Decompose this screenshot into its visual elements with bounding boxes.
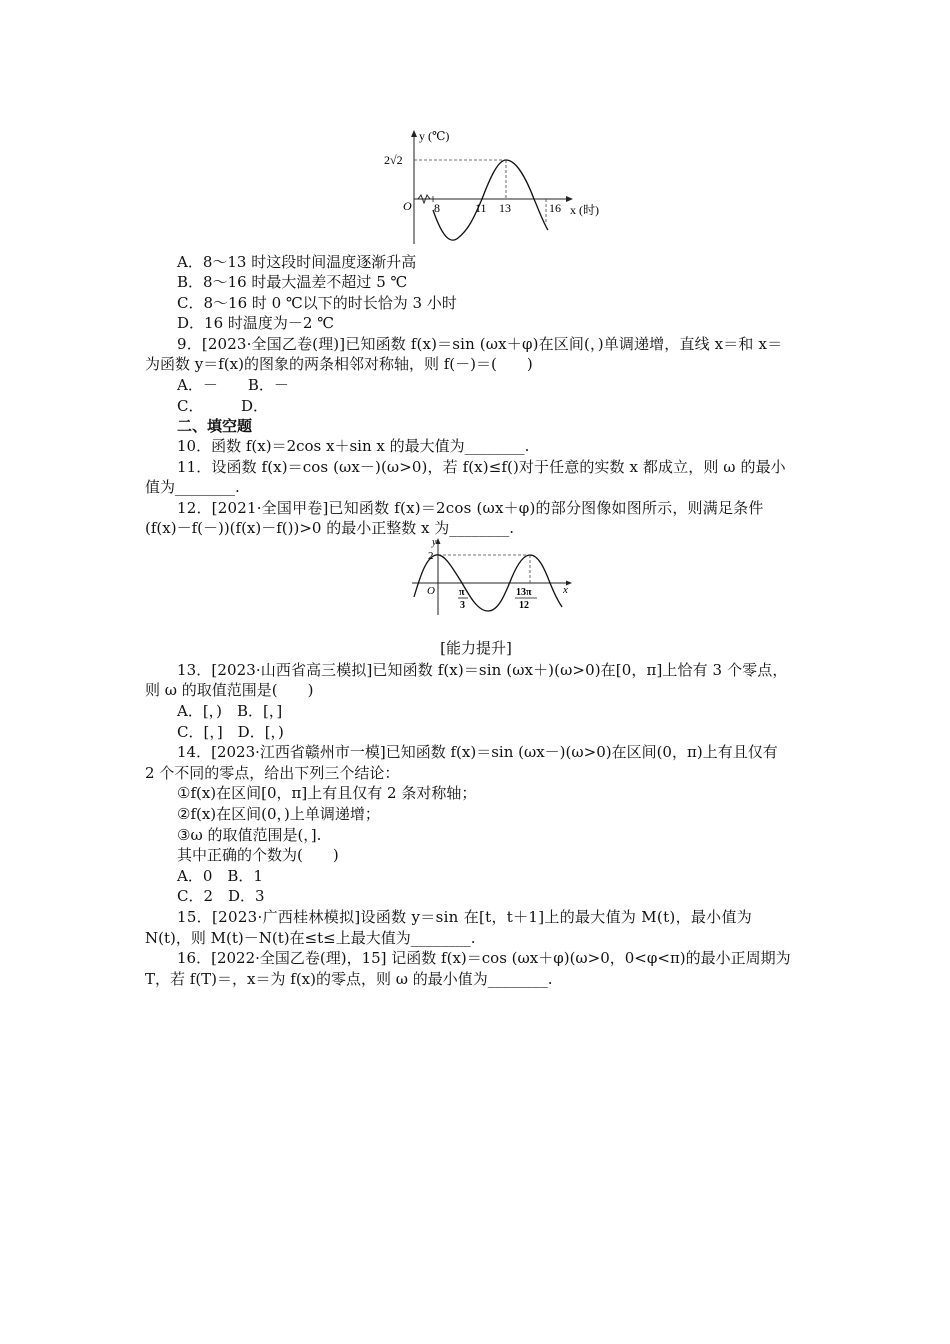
q13-options-cd: C．[，] D．[，): [177, 723, 284, 741]
q14-statement-1: ①f(x)在区间[0，π]上有且仅有 2 条对称轴；: [177, 784, 477, 802]
q13-options-ab: A．[，) B．[，]: [177, 702, 283, 720]
q14-line-2: 2 个不同的零点，给出下列三个结论：: [145, 764, 400, 782]
q9-options-ab: A．－ B．－: [177, 376, 289, 394]
q16-line-2: T，若 f(T)＝，x＝为 f(x)的零点，则 ω 的最小值为________.: [145, 970, 553, 988]
x-axis-arrow: [566, 196, 573, 202]
q13-line-2: 则 ω 的取值范围是( ): [145, 681, 314, 699]
q13-line-1: 13．[2023·山西省高三模拟]已知函数 f(x)＝sin (ωx＋)(ω>0)在[0，π]上恰有 3 个零点，: [177, 661, 788, 679]
temperature-graph: [378, 128, 608, 246]
q14-line-1: 14．[2023·江西省赣州市一模]已知函数 f(x)＝sin (ωx－)(ω>0)在区间(0，π)上有且仅有: [177, 743, 778, 761]
q9-line-1: 9．[2023·全国乙卷(理)]已知函数 f(x)＝sin (ωx＋φ)在区间(，)单调递增，直线 x＝和 x＝: [177, 335, 783, 353]
x-tick-13: 13: [499, 201, 511, 215]
x-axis-label: x: [563, 584, 568, 596]
q12-line-2: (f(x)－f(－))(f(x)－f())>0 的最小正整数 x 为________.: [145, 519, 514, 537]
q10-line: 10．函数 f(x)＝2cos x＋sin x 的最大值为________.: [177, 437, 530, 455]
x-tick-1-denominator: 3: [460, 600, 465, 611]
x-tick-11: 11: [475, 201, 487, 215]
q8-option-b: B．8～16 时最大温差不超过 5 ℃: [177, 273, 408, 291]
y-axis-label: y (℃): [419, 129, 450, 143]
section-2-heading: 二、填空题: [177, 417, 253, 435]
x-tick-1-numerator: π: [459, 587, 465, 598]
q12-line-1: 12．[2021·全国甲卷]已知函数 f(x)＝2cos (ωx＋φ)的部分图像如图所示，则满足条件: [177, 499, 764, 517]
q9-line-2: 为函数 y＝f(x)的图象的两条相邻对称轴，则 f(－)＝( ): [145, 355, 533, 373]
q11-line-1: 11．设函数 f(x)＝cos (ωx－)(ω>0)，若 f(x)≤f()对于任意的实数 x 都成立，则 ω 的最小: [177, 458, 786, 476]
y-axis-arrow: [411, 130, 417, 137]
origin-label: O: [427, 585, 435, 597]
y-axis-label: y: [432, 537, 437, 548]
q14-options-cd: C．2 D．3: [177, 887, 265, 905]
x-axis-label: x (时): [570, 203, 599, 217]
q14-statement-3: ③ω 的取值范围是(，].: [177, 826, 322, 844]
q15-line-2: N(t)，则 M(t)－N(t)在≤t≤上最大值为________.: [145, 929, 476, 947]
q8-option-a: A．8～13 时这段时间温度逐渐升高: [177, 253, 417, 271]
ability-heading: [能力提升]: [440, 639, 512, 657]
q15-line-1: 15．[2023·广西桂林模拟]设函数 y＝sin 在[t，t＋1]上的最大值为 M(t)，最小值为: [177, 908, 753, 926]
y-tick-label: 2: [428, 550, 434, 562]
x-tick-2-denominator: 12: [519, 600, 529, 611]
temperature-curve: [433, 160, 548, 240]
x-tick-2-numerator: 13π: [516, 587, 532, 598]
y-tick-label: 2√2: [384, 153, 403, 167]
q11-line-2: 值为________.: [145, 478, 240, 496]
q16-line-1: 16．[2022·全国乙卷(理)，15] 记函数 f(x)＝cos (ωx＋φ)(ω>0，0<φ<π)的最小正周期为: [177, 949, 791, 967]
q14-statement-2: ②f(x)在区间(0，)上单调递增；: [177, 805, 380, 823]
q14-options-ab: A．0 B．1: [177, 867, 263, 885]
q14-question: 其中正确的个数为( ): [177, 846, 339, 864]
cosine-graph: [408, 537, 578, 617]
origin-label: O: [403, 199, 412, 213]
q8-option-d: D．16 时温度为－2 ℃: [177, 314, 334, 332]
q8-option-c: C．8～16 时 0 ℃以下的时长恰为 3 小时: [177, 294, 457, 312]
q9-options-cd: C． D．: [177, 397, 269, 415]
x-tick-8: 8: [434, 201, 440, 215]
x-tick-16: 16: [549, 201, 561, 215]
